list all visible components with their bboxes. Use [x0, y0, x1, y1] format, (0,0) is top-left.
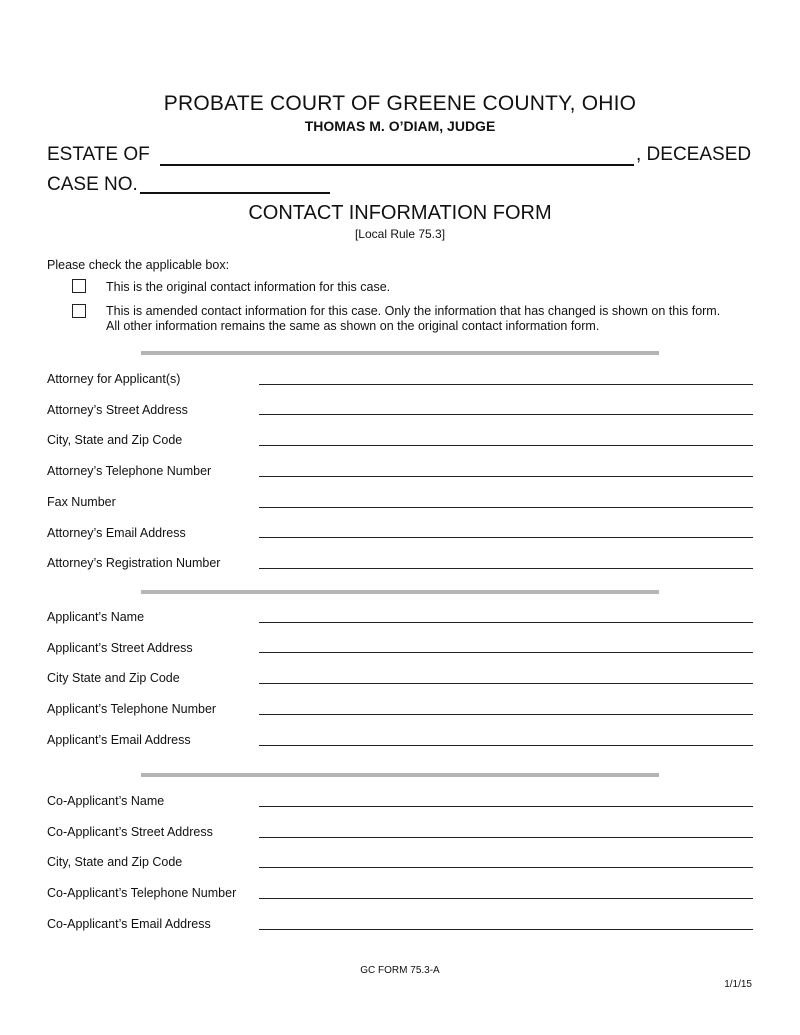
court-title: PROBATE COURT OF GREENE COUNTY, OHIO [163, 92, 637, 115]
attorney-city-label: City, State and Zip Code [47, 433, 183, 447]
judge-name: THOMAS M. O’DIAM, JUDGE [304, 118, 496, 134]
coapplicant-phone-label: Co-Applicant’s Telephone Number [47, 886, 237, 900]
applicant-street-label: Applicant’s Street Address [47, 641, 193, 655]
attorney-street-field[interactable] [259, 414, 753, 415]
form-id: GC FORM 75.3-A [360, 965, 440, 976]
form-title: CONTACT INFORMATION FORM [248, 202, 552, 224]
local-rule: [Local Rule 75.3] [354, 227, 446, 241]
checkbox-instruction: Please check the applicable box: [47, 258, 230, 272]
case-no-field[interactable] [140, 192, 330, 194]
original-info-text: This is the original contact information for this case. [106, 280, 391, 294]
section-divider [141, 351, 659, 355]
deceased-label: , DECEASED [636, 144, 752, 165]
attorney-name-field[interactable] [259, 384, 753, 385]
case-no-label: CASE NO. [47, 174, 138, 195]
applicant-name-field[interactable] [259, 622, 753, 623]
attorney-name-label: Attorney for Applicant(s) [47, 372, 181, 386]
attorney-street-label: Attorney’s Street Address [47, 403, 188, 417]
section-divider [141, 773, 659, 777]
attorney-registration-label: Attorney’s Registration Number [47, 556, 221, 570]
coapplicant-email-field[interactable] [259, 929, 753, 930]
attorney-phone-field[interactable] [259, 476, 753, 477]
section-divider [141, 590, 659, 594]
form-date: 1/1/15 [724, 979, 752, 990]
attorney-email-label: Attorney’s Email Address [47, 526, 186, 540]
attorney-registration-field[interactable] [259, 568, 753, 569]
applicant-city-label: City State and Zip Code [47, 671, 180, 685]
coapplicant-street-field[interactable] [259, 837, 753, 838]
attorney-email-field[interactable] [259, 537, 753, 538]
fax-field[interactable] [259, 507, 753, 508]
coapplicant-street-label: Co-Applicant’s Street Address [47, 825, 213, 839]
attorney-phone-label: Attorney’s Telephone Number [47, 464, 212, 478]
amended-info-checkbox[interactable] [72, 304, 86, 318]
applicant-name-label: Applicant’s Name [47, 610, 145, 624]
estate-label: ESTATE OF [47, 144, 150, 165]
applicant-phone-field[interactable] [259, 714, 753, 715]
original-info-checkbox[interactable] [72, 279, 86, 293]
applicant-city-field[interactable] [259, 683, 753, 684]
coapplicant-phone-field[interactable] [259, 898, 753, 899]
amended-info-text-line2: All other information remains the same as shown on the original contact information form. [106, 319, 600, 333]
coapplicant-city-label: City, State and Zip Code [47, 855, 183, 869]
coapplicant-name-field[interactable] [259, 806, 753, 807]
coapplicant-name-label: Co-Applicant’s Name [47, 794, 165, 808]
coapplicant-city-field[interactable] [259, 867, 753, 868]
applicant-email-label: Applicant’s Email Address [47, 733, 191, 747]
applicant-phone-label: Applicant’s Telephone Number [47, 702, 217, 716]
applicant-email-field[interactable] [259, 745, 753, 746]
fax-label: Fax Number [47, 495, 116, 509]
amended-info-text-line1: This is amended contact information for this case. Only the information that has changed is shown on this form. [106, 304, 721, 318]
attorney-city-field[interactable] [259, 445, 753, 446]
applicant-street-field[interactable] [259, 652, 753, 653]
coapplicant-email-label: Co-Applicant’s Email Address [47, 917, 211, 931]
estate-field[interactable] [160, 164, 634, 166]
